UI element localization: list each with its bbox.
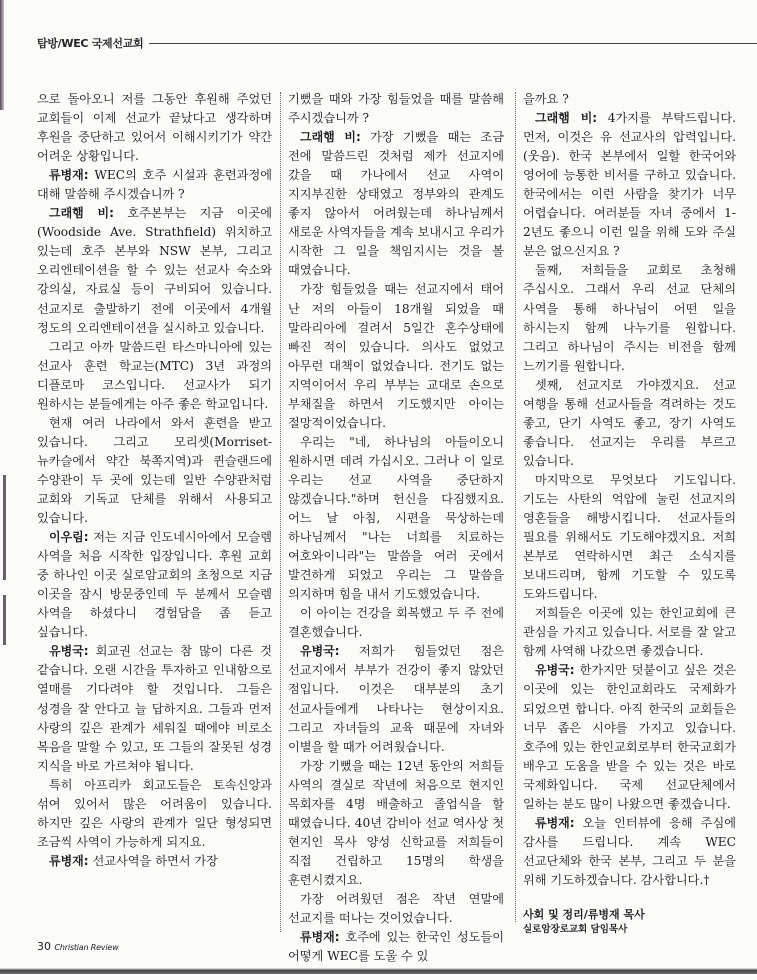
section-header bbox=[37, 35, 757, 51]
article-paragraph bbox=[523, 604, 736, 661]
article-paragraph bbox=[37, 338, 272, 414]
scan-edge-shadow bbox=[0, 968, 757, 974]
publication-name: Christian Review bbox=[54, 943, 119, 952]
article-paragraph bbox=[288, 433, 504, 604]
binding-mark bbox=[3, 475, 6, 580]
section-title: 탐방/WEC 국제선교회 bbox=[37, 37, 144, 50]
article-paragraph bbox=[288, 90, 504, 128]
article-paragraph bbox=[523, 661, 736, 813]
article-paragraph bbox=[523, 376, 736, 471]
article-paragraph bbox=[288, 280, 504, 432]
paragraph-text: 저희들은 이곳에 있는 한인교회에 큰 관심을 가지고 있습니다. 서로를 잘 알고 함께 사역해 나갔으면 좋겠습니다. bbox=[523, 606, 736, 659]
article-paragraph bbox=[37, 166, 272, 204]
speaker-name: 유병국: bbox=[300, 644, 340, 659]
article-paragraph bbox=[288, 642, 504, 756]
article-paragraph bbox=[523, 471, 736, 604]
speaker-name: 류병재: bbox=[535, 815, 575, 830]
column-divider bbox=[515, 92, 516, 922]
paragraph-text: 현재 여러 나라에서 와서 훈련을 받고 있습니다. 그리고 모리셋(Morriset- 뉴카슬에서 약간 북쪽지역)과 퀸슬랜드에 수양관이 두 곳에 있는데 일반 수양관처럼 교회와 기독교 단체를 위해서 사용되고 있습니다. bbox=[37, 415, 272, 526]
paragraph-text: 셋째, 선교지로 가야겠지요. 선교 여행을 통해 선교사들을 격려하는 것도 좋고, 단기 사역도 좋고, 장기 사역도 좋습니다. 선교지는 우리를 부르고 있습니다. bbox=[523, 377, 736, 468]
paragraph-text: 마지막으로 무엇보다 기도입니다. 기도는 사탄의 억압에 눌린 선교지의 영혼들을 해방시킵니다. 선교사들의 필요를 위해서도 기도해야겠지요. 저희 본부로 연락하시면 최근 소식지를 보내드리며, 함께 기도할 수 있도록 도와드립니다. bbox=[523, 472, 736, 602]
article-paragraph bbox=[523, 90, 736, 109]
article-paragraph bbox=[288, 604, 504, 642]
paragraph-text: 한가지만 덧붙이고 싶은 것은 이곳에 있는 한인교회라도 국제화가 되었으면 합니다. 아직 한국의 교회들은 너무 좁은 시야를 가지고 있습니다. 호주에 있는 한인교회로부터 한국교회가 배우고 도움을 받을 수 있는 것은 바로 국제화입니다. 국제 선교단체에서 일하는 분도 많이 나왔으면 좋겠습니다. bbox=[523, 663, 736, 811]
article-paragraph bbox=[523, 109, 736, 261]
speaker-name: 그래햄 비: bbox=[300, 130, 361, 145]
paragraph-text: 우리는 "네, 하나님의 아들이오니 원하시면 데려 가십시오. 그러나 이 일로 우리는 선교 사역을 중단하지 않겠습니다."하며 헌신을 다짐했지요. 어느 날 아침, 시편을 묵상하는데 하나님께서 "나는 너희를 치료하는 여호와이니라"는 말씀을 여러 곳에서 발견하게 되었고 우리는 그 말씀을 의지하며 힘을 내서 기도했었습니다. bbox=[288, 434, 504, 602]
paragraph-text: 을까요 ? bbox=[523, 92, 569, 106]
speaker-name: 류병재: bbox=[49, 168, 89, 183]
page-folio bbox=[37, 940, 118, 953]
paragraph-text: 이 아이는 건강을 회복했고 두 주 전에 결혼했습니다. bbox=[288, 606, 504, 640]
speaker-name: 그래햄 비: bbox=[49, 206, 114, 221]
article-paragraph bbox=[37, 852, 272, 871]
paragraph-text: 4가지를 부탁드립니다. 먼저, 이것은 유 선교사의 압력입니다. (웃음). 한국 본부에서 일할 한국어와 영어에 능통한 비서를 구하고 있습니다. 한국에서는 이런 사람을 찾기가 너무 어렵습니다. 여러분들 자녀 중에서 1-2년도 좋으니 이런 일을 위해 도와 주실 분은 없으신지요 ? bbox=[523, 111, 736, 259]
page-spine-shadow bbox=[0, 0, 4, 110]
paragraph-text: 호주본부는 지금 이곳에(Woodside Ave. Strathfield) 위치하고 있는데 호주 본부와 NSW 본부, 그리고 오리엔테이션을 할 수 있는 선교사 숙소와 강의실, 자료실 등이 구비되어 있습니다. 선교지로 출발하기 전에 이곳에서 4개월 정도의 오리엔테이션을 실시하고 있습니다. bbox=[37, 206, 272, 335]
article-paragraph bbox=[37, 414, 272, 528]
article-paragraph bbox=[288, 890, 504, 928]
speaker-name: 류병재: bbox=[49, 853, 89, 868]
binding-mark bbox=[3, 595, 6, 645]
article-column-3 bbox=[523, 90, 736, 937]
paragraph-text: 가장 기뻤을 때는 12년 동안의 저희들 사역의 결실로 작년에 처음으로 현지인 목회자를 4명 배출하고 졸업식을 할 때였습니다. 40년 감비아 선교 역사상 첫 현지인 목사 양성 신학교를 저희들이 직접 건립하고 15명의 학생을 훈련시켰지요. bbox=[288, 758, 504, 887]
byline-credit: 사회 및 정리/류병재 목사 bbox=[523, 907, 645, 921]
article-paragraph bbox=[288, 128, 504, 280]
article-paragraph bbox=[37, 642, 272, 775]
paragraph-text: 둘째, 저희들을 교회로 초청해 주십시오. 그래서 우리 선교 단체의 사역을 통해 하나님이 어떤 일을 하시는지 함께 나누기를 원합니다. 그리고 하나님이 주시는 비전을 함께 느끼기를 원합니다. bbox=[523, 263, 736, 373]
article-column-1 bbox=[37, 90, 272, 871]
speaker-name: 이우림: bbox=[49, 530, 89, 545]
paragraph-text: 저희가 힘들었던 점은 선교지에서 부부가 건강이 좋지 않았던 점입니다. 이것은 대부분의 초기 선교사들에게 나타나는 현상이지요. 그리고 자녀들의 교육 때문에 자녀와 이별을 할 때가 어려웠습니다. bbox=[288, 644, 504, 754]
article-byline bbox=[523, 907, 736, 937]
article-paragraph bbox=[523, 261, 736, 375]
paragraph-text: 가장 어려웠던 점은 작년 연말에 선교지를 떠나는 것이었습니다. bbox=[288, 891, 504, 926]
page-number: 30 bbox=[37, 940, 51, 953]
paragraph-text: 가장 힘들었을 때는 선교지에서 태어 난 저의 아들이 18개월 되었을 때 말라리아에 걸려서 5일간 혼수상태에 빠진 적이 있습니다. 의사도 없었고 아무런 대책이 없었습니다. 전기도 없는 지역이어서 우리 부부는 교대로 손으로 부채질을 하면서 기도했지만 아이는 절망적이었습니다. bbox=[288, 282, 504, 430]
paragraph-text: WEC의 호주 시설과 훈련과정에 대해 말씀해 주시겠습니까 ? bbox=[37, 168, 272, 202]
paragraph-text: 선교사역을 하면서 가장 bbox=[88, 853, 218, 868]
article-paragraph bbox=[288, 757, 504, 890]
paragraph-text: 오늘 인터뷰에 응해 주심에 감사를 드립니다. 계속 WEC 선교단체와 한국 본부, 그리고 두 분을 위해 기도하겠습니다. 감사합니다.† bbox=[523, 815, 736, 887]
paragraph-text: 호주에 있는 한국인 성도들이 어떻게 WEC를 도울 수 있 bbox=[288, 930, 504, 964]
article-paragraph bbox=[523, 814, 736, 890]
paragraph-text: 그리고 아까 말씀드린 타스마니아에 있는 선교사 훈련 학교는(MTC) 3년 과정의 디플로마 코스입니다. 선교사가 되기 원하시는 분들에게는 아주 좋은 학교입니다. bbox=[37, 339, 272, 411]
paragraph-text: 으로 돌아오니 저를 그동안 후원해 주었던 교회들이 이제 선교가 끝났다고 생각하며 후원을 중단하고 있어서 이해시키기가 약간 어려운 상황입니다. bbox=[37, 92, 272, 164]
paragraph-text: 특히 아프리카 회교도들은 토속신앙과 섞여 있어서 많은 어려움이 있습니다. 하지만 깊은 사랑의 관계가 일단 형성되면 조금씩 사역이 가능하게 되지요. bbox=[37, 777, 272, 849]
byline-affiliation: 실로암장로교회 담임목사 bbox=[523, 923, 628, 935]
speaker-name: 유병국: bbox=[535, 663, 575, 678]
article-column-2 bbox=[288, 90, 504, 966]
column-divider bbox=[280, 92, 281, 932]
speaker-name: 그래햄 비: bbox=[535, 111, 598, 126]
header-rule bbox=[149, 43, 757, 44]
paragraph-text: 가장 기뻤을 때는 조금 전에 말씀드린 것처럼 제가 선교지에 갔을 때 가나에서 선교 사역이 지지부진한 상태였고 정부와의 관계도 좋지 않아서 어려웠는데 하나님께서 새로운 사역자들을 계속 보내시고 우리가 시작한 그 일을 책임지시는 것을 볼 때였습니다. bbox=[288, 130, 504, 278]
speaker-name: 류병재: bbox=[300, 930, 340, 945]
paragraph-text: 회교권 선교는 참 많이 다른 것 같습니다. 오랜 시간을 투자하고 인내함으로 열매를 기다려야 할 것입니다. 그들은 성경을 잘 안다고 늘 답하지요. 그들과 먼저 사랑의 깊은 관계가 세워질 때에야 비로소 복음을 말할 수 있고, 또 그들의 잘못된 성경 지식을 바로 가르쳐야 됩니다. bbox=[37, 644, 272, 773]
paragraph-text: 저는 지금 인도네시아에서 모슬렘 사역을 처음 시작한 입장입니다. 후원 교회 중 하나인 이곳 실로암교회의 초청으로 지금 이곳을 잠시 방문중인데 두 분께서 모슬렘 사역을 하셨다니 경험담을 좀 듣고 싶습니다. bbox=[37, 530, 272, 640]
article-paragraph bbox=[37, 90, 272, 166]
paragraph-text: 기뻤을 때와 가장 힘들었을 때를 말씀해 주시겠습니까 ? bbox=[288, 92, 504, 126]
article-paragraph bbox=[37, 204, 272, 337]
article-paragraph bbox=[37, 776, 272, 852]
article-paragraph bbox=[37, 528, 272, 642]
speaker-name: 유병국: bbox=[49, 644, 89, 659]
article-paragraph bbox=[288, 928, 504, 966]
